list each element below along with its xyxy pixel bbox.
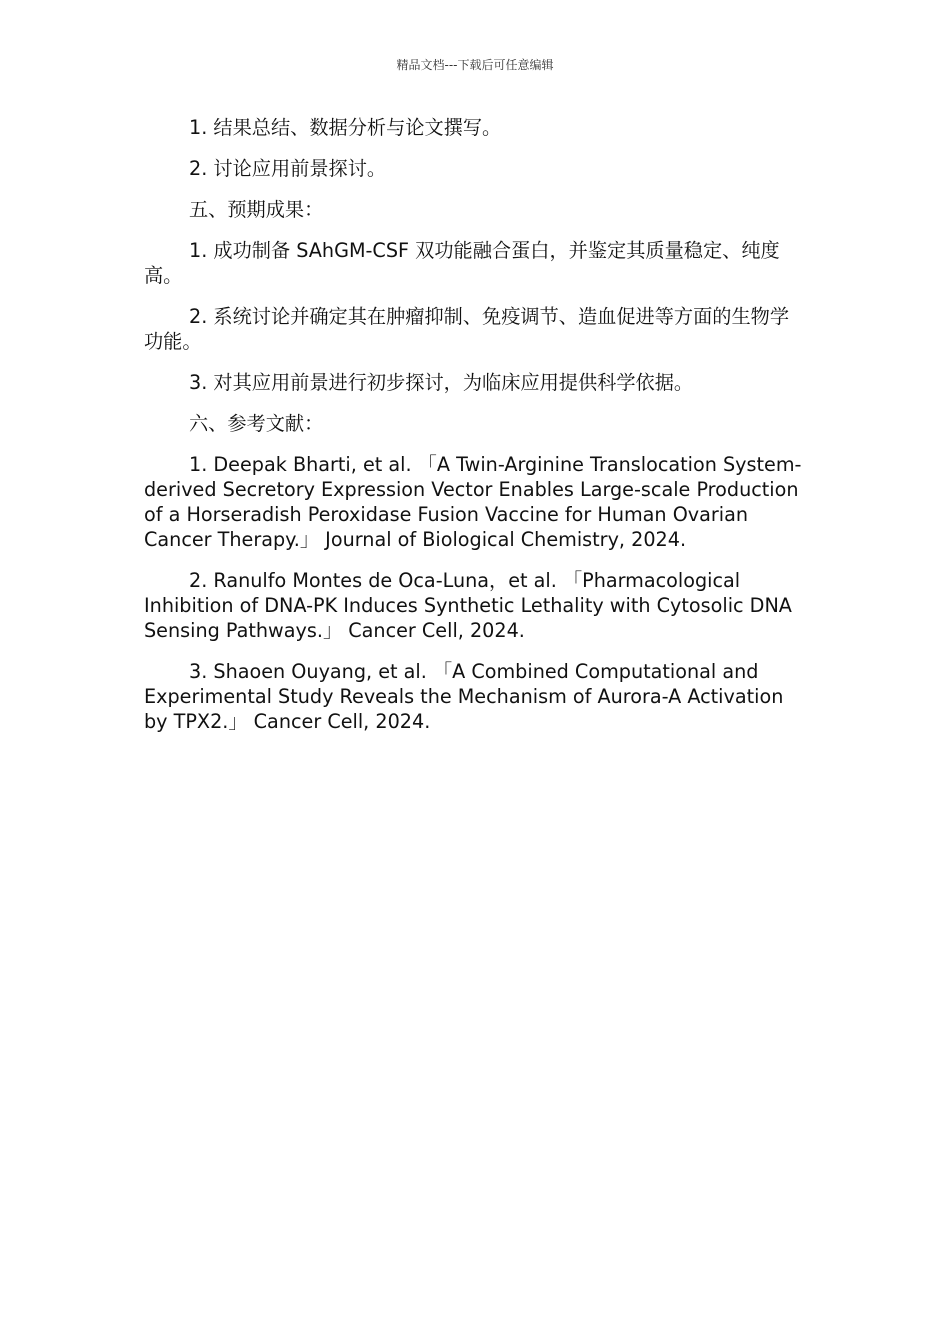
section-heading-references: 六、参考文献：: [189, 412, 324, 435]
reference-item-2: 2. Ranulfo Montes de Oca-Luna，et al. 「Pharmacological Inhibition of DNA-PK Induces Synthetic Lethality with Cytosolic DNA Sensing Pathways.」 Cancer Cell, 2024.: [144, 569, 792, 642]
paragraph-expected-result-1: 1. 成功制备 SAhGM-CSF 双功能融合蛋白，并鉴定其质量稳定、纯度高。: [144, 239, 780, 287]
document-body: [144, 115, 808, 750]
reference-item-1: 1. Deepak Bharti, et al. 「A Twin-Arginine Translocation System-derived Secretory Expression Vector Enables Large-scale Production of a Horseradish Peroxidase Fusion Vaccine for Human Ovarian Cancer Therapy.」 Journal of Biological Chemistry, 2024.: [144, 453, 802, 551]
paragraph-result-summary: 1. 结果总结、数据分析与论文撰写。: [189, 116, 502, 139]
paragraph-application-discussion: 2. 讨论应用前景探讨。: [189, 157, 387, 180]
paragraph-expected-result-2: 2. 系统讨论并确定其在肿瘤抑制、免疫调节、造血促进等方面的生物学功能。: [144, 305, 790, 353]
paragraph-expected-result-3: 3. 对其应用前景进行初步探讨，为临床应用提供科学依据。: [189, 371, 694, 394]
reference-item-3: 3. Shaoen Ouyang, et al. 「A Combined Computational and Experimental Study Reveals the Mechanism of Aurora-A Activation by TPX2.」 Cancer Cell, 2024.: [144, 660, 784, 733]
section-heading-expected-results: 五、预期成果：: [189, 198, 324, 221]
page-header: 精品文档---下载后可任意编辑: [396, 58, 554, 72]
